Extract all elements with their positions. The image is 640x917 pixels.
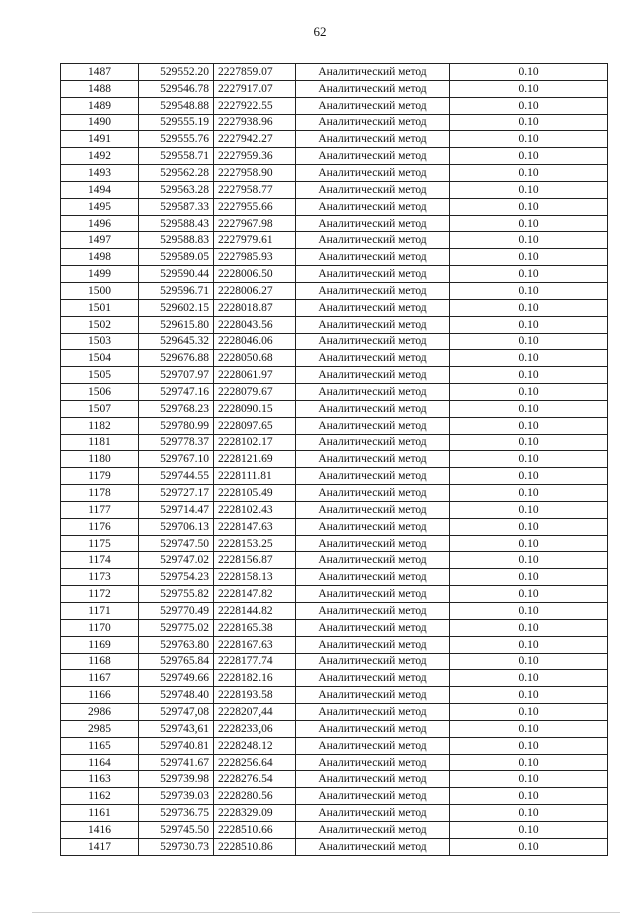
x-coordinate-cell: 529676.88 — [139, 350, 214, 367]
y-coordinate-cell: 2228233,06 — [214, 720, 296, 737]
table-row — [61, 181, 608, 198]
method-cell: Аналитический метод — [296, 165, 450, 182]
method-cell: Аналитический метод — [296, 451, 450, 468]
accuracy-cell: 0.10 — [450, 299, 608, 316]
y-coordinate-cell: 2228097.65 — [214, 417, 296, 434]
method-cell: Аналитический метод — [296, 384, 450, 401]
point-number-cell: 2986 — [61, 704, 139, 721]
table-row — [61, 619, 608, 636]
table-row — [61, 754, 608, 771]
method-cell: Аналитический метод — [296, 586, 450, 603]
method-cell: Аналитический метод — [296, 198, 450, 215]
y-coordinate-cell: 2227955.66 — [214, 198, 296, 215]
x-coordinate-cell: 529645.32 — [139, 333, 214, 350]
x-coordinate-cell: 529714.47 — [139, 501, 214, 518]
point-number-cell: 1495 — [61, 198, 139, 215]
table-row — [61, 80, 608, 97]
y-coordinate-cell: 2227985.93 — [214, 249, 296, 266]
accuracy-cell: 0.10 — [450, 316, 608, 333]
method-cell: Аналитический метод — [296, 215, 450, 232]
accuracy-cell: 0.10 — [450, 249, 608, 266]
table-row — [61, 501, 608, 518]
x-coordinate-cell: 529552.20 — [139, 64, 214, 81]
y-coordinate-cell: 2228079.67 — [214, 384, 296, 401]
point-number-cell: 1502 — [61, 316, 139, 333]
accuracy-cell: 0.10 — [450, 333, 608, 350]
x-coordinate-cell: 529739.03 — [139, 788, 214, 805]
accuracy-cell: 0.10 — [450, 737, 608, 754]
method-cell: Аналитический метод — [296, 603, 450, 620]
table-row — [61, 704, 608, 721]
point-number-cell: 1173 — [61, 569, 139, 586]
y-coordinate-cell: 2228153.25 — [214, 535, 296, 552]
x-coordinate-cell: 529589.05 — [139, 249, 214, 266]
x-coordinate-cell: 529765.84 — [139, 653, 214, 670]
y-coordinate-cell: 2228147.82 — [214, 586, 296, 603]
point-number-cell: 1168 — [61, 653, 139, 670]
x-coordinate-cell: 529747.16 — [139, 384, 214, 401]
x-coordinate-cell: 529615.80 — [139, 316, 214, 333]
method-cell: Аналитический метод — [296, 282, 450, 299]
table-row — [61, 350, 608, 367]
x-coordinate-cell: 529754.23 — [139, 569, 214, 586]
x-coordinate-cell: 529739.98 — [139, 771, 214, 788]
y-coordinate-cell: 2228102.17 — [214, 434, 296, 451]
x-coordinate-cell: 529562.28 — [139, 165, 214, 182]
accuracy-cell: 0.10 — [450, 165, 608, 182]
y-coordinate-cell: 2228105.49 — [214, 485, 296, 502]
method-cell: Аналитический метод — [296, 400, 450, 417]
accuracy-cell: 0.10 — [450, 282, 608, 299]
table-row — [61, 535, 608, 552]
accuracy-cell: 0.10 — [450, 653, 608, 670]
method-cell: Аналитический метод — [296, 266, 450, 283]
point-number-cell: 1163 — [61, 771, 139, 788]
accuracy-cell: 0.10 — [450, 367, 608, 384]
y-coordinate-cell: 2228193.58 — [214, 687, 296, 704]
table-row — [61, 266, 608, 283]
y-coordinate-cell: 2228165.38 — [214, 619, 296, 636]
page-number: 62 — [313, 24, 327, 39]
table-row — [61, 771, 608, 788]
point-number-cell: 1499 — [61, 266, 139, 283]
y-coordinate-cell: 2227938.96 — [214, 114, 296, 131]
table-row — [61, 333, 608, 350]
point-number-cell: 1162 — [61, 788, 139, 805]
table-row — [61, 552, 608, 569]
method-cell: Аналитический метод — [296, 569, 450, 586]
accuracy-cell: 0.10 — [450, 114, 608, 131]
table-row — [61, 97, 608, 114]
table-row — [61, 788, 608, 805]
x-coordinate-cell: 529706.13 — [139, 518, 214, 535]
accuracy-cell: 0.10 — [450, 80, 608, 97]
method-cell: Аналитический метод — [296, 181, 450, 198]
point-number-cell: 1181 — [61, 434, 139, 451]
method-cell: Аналитический метод — [296, 333, 450, 350]
accuracy-cell: 0.10 — [450, 400, 608, 417]
x-coordinate-cell: 529548.88 — [139, 97, 214, 114]
method-cell: Аналитический метод — [296, 249, 450, 266]
accuracy-cell: 0.10 — [450, 838, 608, 855]
x-coordinate-cell: 529555.76 — [139, 131, 214, 148]
method-cell: Аналитический метод — [296, 114, 450, 131]
y-coordinate-cell: 2228280.56 — [214, 788, 296, 805]
point-number-cell: 1505 — [61, 367, 139, 384]
method-cell: Аналитический метод — [296, 771, 450, 788]
y-coordinate-cell: 2228046.06 — [214, 333, 296, 350]
accuracy-cell: 0.10 — [450, 569, 608, 586]
accuracy-cell: 0.10 — [450, 148, 608, 165]
accuracy-cell: 0.10 — [450, 350, 608, 367]
table-row — [61, 485, 608, 502]
point-number-cell: 1179 — [61, 468, 139, 485]
point-number-cell: 1167 — [61, 670, 139, 687]
point-number-cell: 1171 — [61, 603, 139, 620]
accuracy-cell: 0.10 — [450, 215, 608, 232]
method-cell: Аналитический метод — [296, 552, 450, 569]
accuracy-cell: 0.10 — [450, 535, 608, 552]
x-coordinate-cell: 529555.19 — [139, 114, 214, 131]
accuracy-cell: 0.10 — [450, 704, 608, 721]
point-number-cell: 1496 — [61, 215, 139, 232]
y-coordinate-cell: 2228510.66 — [214, 821, 296, 838]
y-coordinate-cell: 2228276.54 — [214, 771, 296, 788]
y-coordinate-cell: 2227959.36 — [214, 148, 296, 165]
table-row — [61, 114, 608, 131]
x-coordinate-cell: 529741.67 — [139, 754, 214, 771]
table-row — [61, 670, 608, 687]
method-cell: Аналитический метод — [296, 97, 450, 114]
table-row — [61, 417, 608, 434]
point-number-cell: 1182 — [61, 417, 139, 434]
x-coordinate-cell: 529546.78 — [139, 80, 214, 97]
method-cell: Аналитический метод — [296, 148, 450, 165]
table-row — [61, 282, 608, 299]
y-coordinate-cell: 2227942.27 — [214, 131, 296, 148]
point-number-cell: 1489 — [61, 97, 139, 114]
x-coordinate-cell: 529748.40 — [139, 687, 214, 704]
table-row — [61, 569, 608, 586]
x-coordinate-cell: 529588.83 — [139, 232, 214, 249]
accuracy-cell: 0.10 — [450, 417, 608, 434]
x-coordinate-cell: 529745.50 — [139, 821, 214, 838]
accuracy-cell: 0.10 — [450, 821, 608, 838]
accuracy-cell: 0.10 — [450, 636, 608, 653]
table-row — [61, 165, 608, 182]
x-coordinate-cell: 529602.15 — [139, 299, 214, 316]
method-cell: Аналитический метод — [296, 64, 450, 81]
point-number-cell: 1175 — [61, 535, 139, 552]
coordinates-table-body — [61, 64, 608, 856]
method-cell: Аналитический метод — [296, 232, 450, 249]
accuracy-cell: 0.10 — [450, 384, 608, 401]
point-number-cell: 1501 — [61, 299, 139, 316]
table-row — [61, 215, 608, 232]
x-coordinate-cell: 529587.33 — [139, 198, 214, 215]
y-coordinate-cell: 2228158.13 — [214, 569, 296, 586]
point-number-cell: 1487 — [61, 64, 139, 81]
y-coordinate-cell: 2228006.50 — [214, 266, 296, 283]
table-row — [61, 687, 608, 704]
point-number-cell: 1178 — [61, 485, 139, 502]
table-row — [61, 451, 608, 468]
point-number-cell: 1504 — [61, 350, 139, 367]
table-row — [61, 586, 608, 603]
y-coordinate-cell: 2228102.43 — [214, 501, 296, 518]
table-row — [61, 384, 608, 401]
y-coordinate-cell: 2227917.07 — [214, 80, 296, 97]
page-bottom-edge — [32, 912, 620, 913]
method-cell: Аналитический метод — [296, 350, 450, 367]
point-number-cell: 1166 — [61, 687, 139, 704]
accuracy-cell: 0.10 — [450, 434, 608, 451]
point-number-cell: 1488 — [61, 80, 139, 97]
table-row — [61, 737, 608, 754]
x-coordinate-cell: 529744.55 — [139, 468, 214, 485]
accuracy-cell: 0.10 — [450, 619, 608, 636]
table-row — [61, 468, 608, 485]
point-number-cell: 1169 — [61, 636, 139, 653]
y-coordinate-cell: 2228043.56 — [214, 316, 296, 333]
x-coordinate-cell: 529558.71 — [139, 148, 214, 165]
point-number-cell: 1498 — [61, 249, 139, 266]
table-row — [61, 838, 608, 855]
y-coordinate-cell: 2228147.63 — [214, 518, 296, 535]
point-number-cell: 1172 — [61, 586, 139, 603]
accuracy-cell: 0.10 — [450, 603, 608, 620]
y-coordinate-cell: 2228207,44 — [214, 704, 296, 721]
point-number-cell: 1170 — [61, 619, 139, 636]
x-coordinate-cell: 529563.28 — [139, 181, 214, 198]
point-number-cell: 1180 — [61, 451, 139, 468]
x-coordinate-cell: 529743,61 — [139, 720, 214, 737]
point-number-cell: 1494 — [61, 181, 139, 198]
accuracy-cell: 0.10 — [450, 501, 608, 518]
point-number-cell: 1165 — [61, 737, 139, 754]
x-coordinate-cell: 529747.02 — [139, 552, 214, 569]
accuracy-cell: 0.10 — [450, 181, 608, 198]
table-row — [61, 367, 608, 384]
method-cell: Аналитический метод — [296, 535, 450, 552]
accuracy-cell: 0.10 — [450, 586, 608, 603]
point-number-cell: 1417 — [61, 838, 139, 855]
table-row — [61, 805, 608, 822]
accuracy-cell: 0.10 — [450, 771, 608, 788]
accuracy-cell: 0.10 — [450, 451, 608, 468]
x-coordinate-cell: 529770.49 — [139, 603, 214, 620]
accuracy-cell: 0.10 — [450, 788, 608, 805]
accuracy-cell: 0.10 — [450, 754, 608, 771]
accuracy-cell: 0.10 — [450, 687, 608, 704]
point-number-cell: 1500 — [61, 282, 139, 299]
x-coordinate-cell: 529596.71 — [139, 282, 214, 299]
accuracy-cell: 0.10 — [450, 552, 608, 569]
y-coordinate-cell: 2228111.81 — [214, 468, 296, 485]
y-coordinate-cell: 2227958.77 — [214, 181, 296, 198]
x-coordinate-cell: 529767.10 — [139, 451, 214, 468]
table-row — [61, 249, 608, 266]
accuracy-cell: 0.10 — [450, 266, 608, 283]
x-coordinate-cell: 529736.75 — [139, 805, 214, 822]
y-coordinate-cell: 2228121.69 — [214, 451, 296, 468]
table-row — [61, 316, 608, 333]
method-cell: Аналитический метод — [296, 80, 450, 97]
y-coordinate-cell: 2228050.68 — [214, 350, 296, 367]
method-cell: Аналитический метод — [296, 316, 450, 333]
table-row — [61, 400, 608, 417]
method-cell: Аналитический метод — [296, 468, 450, 485]
y-coordinate-cell: 2228182.16 — [214, 670, 296, 687]
y-coordinate-cell: 2228256.64 — [214, 754, 296, 771]
table-row — [61, 232, 608, 249]
point-number-cell: 1416 — [61, 821, 139, 838]
y-coordinate-cell: 2228090.15 — [214, 400, 296, 417]
y-coordinate-cell: 2228144.82 — [214, 603, 296, 620]
x-coordinate-cell: 529740.81 — [139, 737, 214, 754]
method-cell: Аналитический метод — [296, 636, 450, 653]
table-row — [61, 131, 608, 148]
point-number-cell: 1507 — [61, 400, 139, 417]
x-coordinate-cell: 529763.80 — [139, 636, 214, 653]
x-coordinate-cell: 529588.43 — [139, 215, 214, 232]
table-row — [61, 299, 608, 316]
y-coordinate-cell: 2228018.87 — [214, 299, 296, 316]
method-cell: Аналитический метод — [296, 720, 450, 737]
method-cell: Аналитический метод — [296, 131, 450, 148]
x-coordinate-cell: 529707.97 — [139, 367, 214, 384]
x-coordinate-cell: 529590.44 — [139, 266, 214, 283]
y-coordinate-cell: 2228177.74 — [214, 653, 296, 670]
y-coordinate-cell: 2228329.09 — [214, 805, 296, 822]
y-coordinate-cell: 2228006.27 — [214, 282, 296, 299]
accuracy-cell: 0.10 — [450, 518, 608, 535]
x-coordinate-cell: 529727.17 — [139, 485, 214, 502]
method-cell: Аналитический метод — [296, 417, 450, 434]
method-cell: Аналитический метод — [296, 754, 450, 771]
y-coordinate-cell: 2227967.98 — [214, 215, 296, 232]
x-coordinate-cell: 529749.66 — [139, 670, 214, 687]
y-coordinate-cell: 2228061.97 — [214, 367, 296, 384]
table-row — [61, 64, 608, 81]
x-coordinate-cell: 529768.23 — [139, 400, 214, 417]
y-coordinate-cell: 2227922.55 — [214, 97, 296, 114]
method-cell: Аналитический метод — [296, 670, 450, 687]
point-number-cell: 1174 — [61, 552, 139, 569]
table-row — [61, 821, 608, 838]
method-cell: Аналитический метод — [296, 653, 450, 670]
accuracy-cell: 0.10 — [450, 198, 608, 215]
y-coordinate-cell: 2228510.86 — [214, 838, 296, 855]
point-number-cell: 1177 — [61, 501, 139, 518]
table-row — [61, 198, 608, 215]
x-coordinate-cell: 529755.82 — [139, 586, 214, 603]
y-coordinate-cell: 2227958.90 — [214, 165, 296, 182]
point-number-cell: 1164 — [61, 754, 139, 771]
coordinates-table — [60, 63, 608, 856]
point-number-cell: 1497 — [61, 232, 139, 249]
point-number-cell: 1176 — [61, 518, 139, 535]
point-number-cell: 1503 — [61, 333, 139, 350]
accuracy-cell: 0.10 — [450, 468, 608, 485]
method-cell: Аналитический метод — [296, 788, 450, 805]
method-cell: Аналитический метод — [296, 434, 450, 451]
method-cell: Аналитический метод — [296, 619, 450, 636]
method-cell: Аналитический метод — [296, 299, 450, 316]
x-coordinate-cell: 529778.37 — [139, 434, 214, 451]
table-row — [61, 720, 608, 737]
table-row — [61, 636, 608, 653]
y-coordinate-cell: 2228248.12 — [214, 737, 296, 754]
y-coordinate-cell: 2227859.07 — [214, 64, 296, 81]
point-number-cell: 1492 — [61, 148, 139, 165]
accuracy-cell: 0.10 — [450, 64, 608, 81]
accuracy-cell: 0.10 — [450, 131, 608, 148]
method-cell: Аналитический метод — [296, 838, 450, 855]
y-coordinate-cell: 2227979.61 — [214, 232, 296, 249]
point-number-cell: 1506 — [61, 384, 139, 401]
method-cell: Аналитический метод — [296, 821, 450, 838]
x-coordinate-cell: 529780.99 — [139, 417, 214, 434]
point-number-cell: 2985 — [61, 720, 139, 737]
x-coordinate-cell: 529775.02 — [139, 619, 214, 636]
accuracy-cell: 0.10 — [450, 232, 608, 249]
accuracy-cell: 0.10 — [450, 485, 608, 502]
point-number-cell: 1161 — [61, 805, 139, 822]
point-number-cell: 1490 — [61, 114, 139, 131]
method-cell: Аналитический метод — [296, 704, 450, 721]
x-coordinate-cell: 529747.50 — [139, 535, 214, 552]
accuracy-cell: 0.10 — [450, 720, 608, 737]
y-coordinate-cell: 2228167.63 — [214, 636, 296, 653]
method-cell: Аналитический метод — [296, 805, 450, 822]
table-row — [61, 653, 608, 670]
method-cell: Аналитический метод — [296, 485, 450, 502]
method-cell: Аналитический метод — [296, 518, 450, 535]
point-number-cell: 1493 — [61, 165, 139, 182]
table-row — [61, 518, 608, 535]
method-cell: Аналитический метод — [296, 501, 450, 518]
method-cell: Аналитический метод — [296, 367, 450, 384]
x-coordinate-cell: 529730.73 — [139, 838, 214, 855]
method-cell: Аналитический метод — [296, 687, 450, 704]
table-row — [61, 434, 608, 451]
accuracy-cell: 0.10 — [450, 97, 608, 114]
accuracy-cell: 0.10 — [450, 805, 608, 822]
x-coordinate-cell: 529747,08 — [139, 704, 214, 721]
method-cell: Аналитический метод — [296, 737, 450, 754]
table-row — [61, 603, 608, 620]
accuracy-cell: 0.10 — [450, 670, 608, 687]
y-coordinate-cell: 2228156.87 — [214, 552, 296, 569]
point-number-cell: 1491 — [61, 131, 139, 148]
table-row — [61, 148, 608, 165]
